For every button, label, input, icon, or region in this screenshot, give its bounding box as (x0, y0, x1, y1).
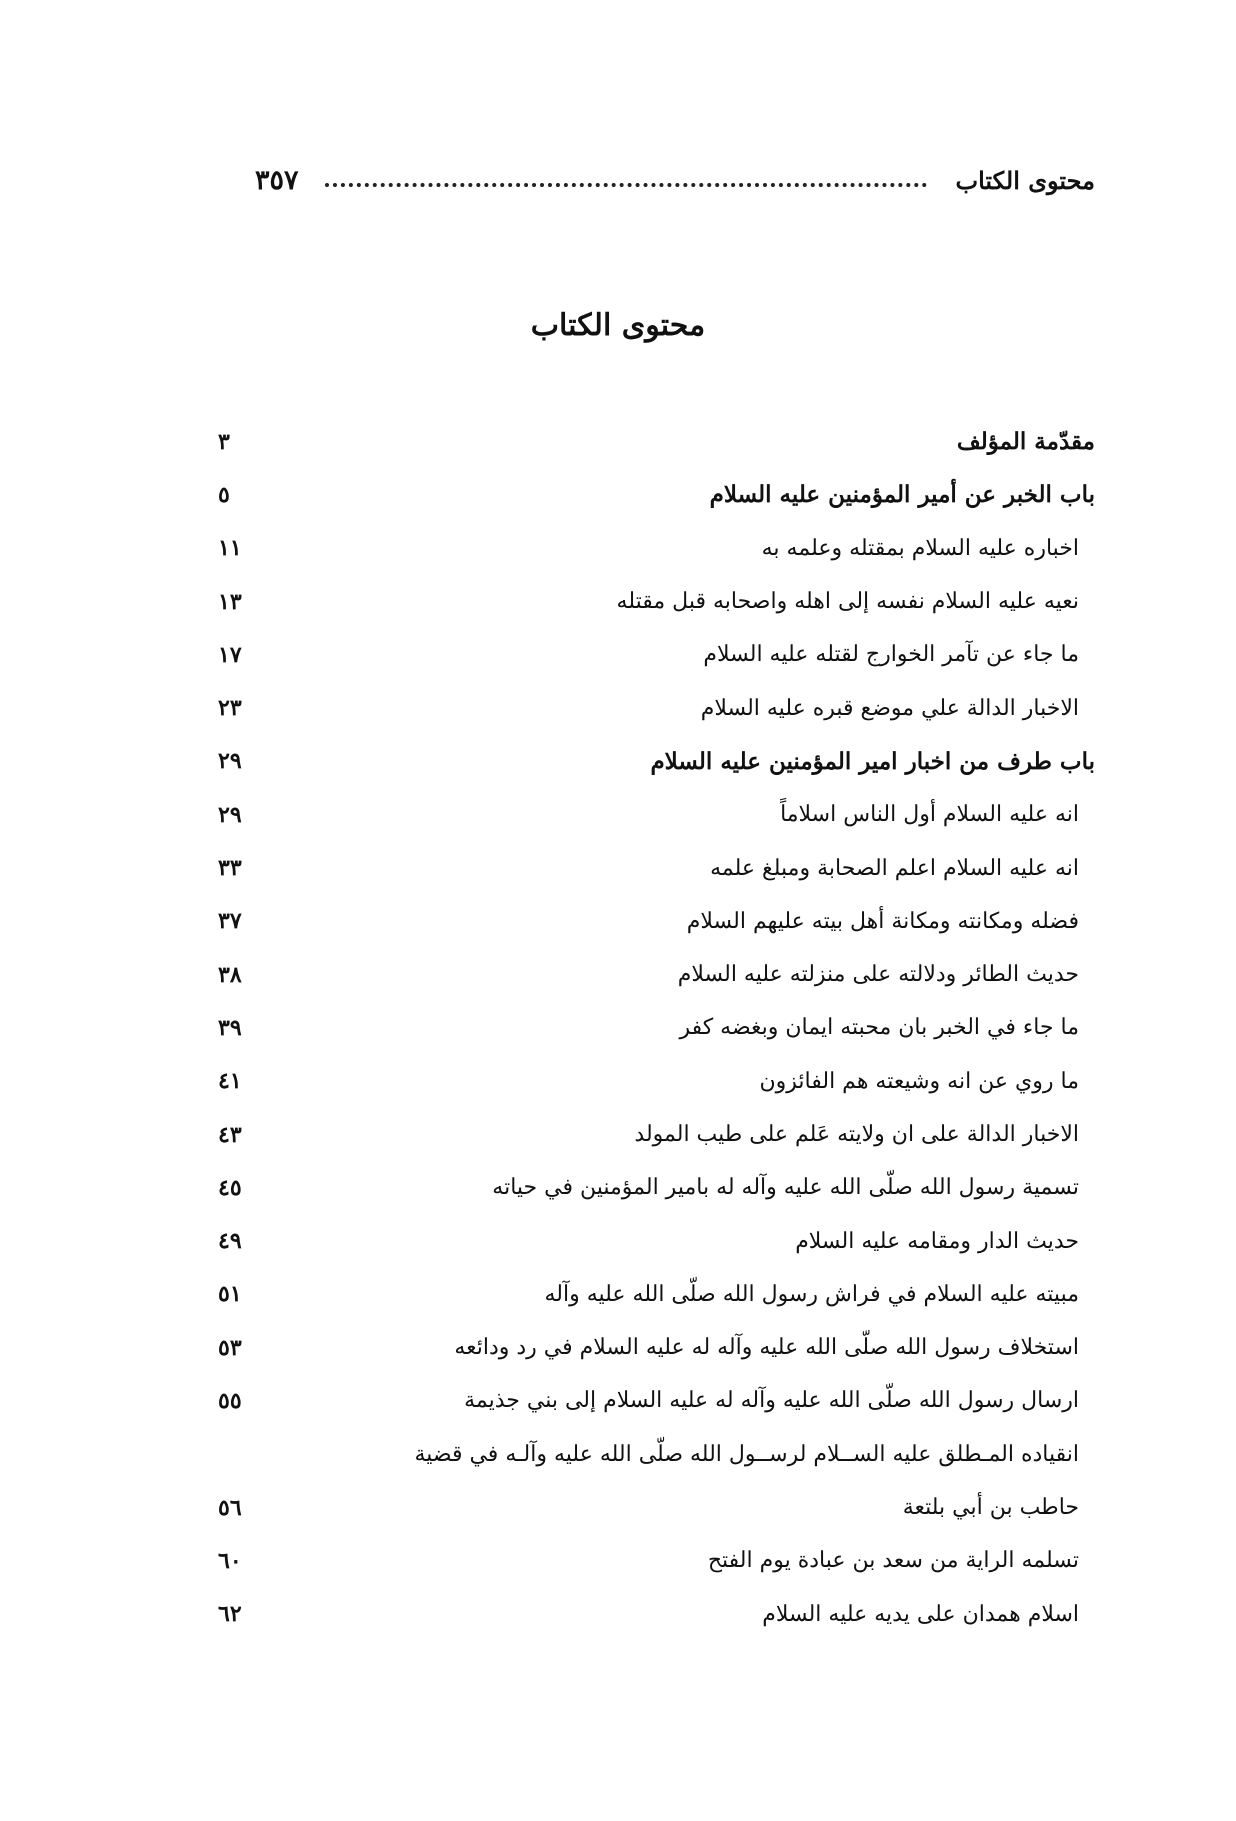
toc-page-number: ٦٢ (218, 1601, 242, 1628)
toc-entry-title: مقدّمة المؤلف (956, 428, 1095, 456)
toc-entry-title: باب الخبر عن أمير المؤمنين عليه السلام (709, 481, 1095, 509)
toc-entry-title: اخباره عليه السلام بمقتله وعلمه به (761, 535, 1079, 561)
toc-entry-title: مبيته عليه السلام في فراش رسول الله صلّى الله عليه وآله (544, 1281, 1079, 1307)
toc-entry (210, 575, 1095, 628)
toc-page-number: ٤١ (218, 1068, 242, 1095)
header-title: محتوى الكتاب (955, 165, 1095, 195)
toc-entry (210, 895, 1095, 948)
toc-page-number: ٤٣ (218, 1121, 242, 1148)
toc-entry (210, 948, 1095, 1001)
toc-entry-title: ما جاء في الخبر بان محبته ايمان وبغضه كفر (679, 1015, 1079, 1041)
toc-entry (210, 1588, 1095, 1641)
toc-entry (210, 1001, 1095, 1054)
toc-entry (210, 1214, 1095, 1267)
toc-entry (210, 468, 1095, 521)
toc-page-number: ٤٥ (218, 1174, 242, 1201)
toc-page-number: ٣٩ (218, 1014, 242, 1041)
toc-entry-title: باب طرف من اخبار امير المؤمنين عليه السلام (650, 747, 1095, 775)
toc-page-number: ٤٩ (218, 1228, 242, 1255)
toc-entry (210, 681, 1095, 734)
toc-entry (210, 415, 1095, 468)
toc-entry (210, 1161, 1095, 1214)
toc-entry-title: ما روي عن انه وشيعته هم الفائزون (759, 1068, 1079, 1094)
toc-entry (210, 1268, 1095, 1321)
toc-entry (210, 1428, 1095, 1481)
toc-page-number: ٥٦ (218, 1494, 242, 1521)
toc-entry-title: استخلاف رسول الله صلّى الله عليه وآله له عليه السلام في رد ودائعه (454, 1335, 1079, 1361)
page-title: محتوى الكتاب (530, 308, 706, 343)
toc-page-number: ٢٩ (218, 801, 242, 828)
toc-entry (210, 788, 1095, 841)
toc-page-number: ٢٣ (218, 695, 242, 722)
toc-page-number: ٥١ (218, 1281, 242, 1308)
toc-entry-title: ارسال رسول الله صلّى الله عليه وآله له عليه السلام إلى بني جذيمة (464, 1388, 1079, 1414)
toc-entry (210, 1055, 1095, 1108)
toc-page-number: ٦٠ (218, 1547, 242, 1574)
toc-page-number: ٥٥ (218, 1387, 242, 1414)
toc-entry-title: انه عليه السلام اعلم الصحابة ومبلغ علمه (710, 855, 1079, 881)
toc-entry-title: تسمية رسول الله صلّى الله عليه وآله له بامير المؤمنين في حياته (492, 1175, 1079, 1201)
toc-entry-title: حديث الدار ومقامه عليه السلام (795, 1228, 1079, 1254)
toc-entry (210, 735, 1095, 788)
toc-entry (210, 628, 1095, 681)
toc-page-number: ٣ (218, 428, 230, 455)
toc-entry-title: انه عليه السلام أول الناس اسلاماً (780, 802, 1079, 828)
toc-entry-title: الاخبار الدالة على ان ولايته عَلم على طيب المولد (634, 1122, 1079, 1147)
toc-entry (210, 1534, 1095, 1587)
header-dot-leader (325, 181, 928, 187)
toc-entry-title: الاخبار الدالة علي موضع قبره عليه السلام (700, 695, 1079, 721)
toc-page-number: ٣٨ (218, 961, 242, 988)
toc-entry (210, 841, 1095, 894)
toc-entry-title: نعيه عليه السلام نفسه إلى اهله واصحابه قبل مقتله (616, 589, 1079, 615)
toc-page-number: ١٣ (218, 588, 242, 615)
toc-page-number: ٢٩ (218, 748, 242, 775)
toc-page-number: ٥٣ (218, 1334, 242, 1361)
toc-entry-title: حاطب بن أبي بلتعة (902, 1495, 1079, 1521)
toc-entry (210, 1321, 1095, 1374)
toc-entry-title: حديث الطائر ودلالته على منزلته عليه السلام (677, 962, 1079, 988)
toc-page-number: ١١ (218, 535, 242, 562)
toc-page-number: ٥ (218, 481, 230, 508)
table-of-contents (210, 415, 1095, 1641)
toc-entry-title: اسلام همدان على يديه عليه السلام (762, 1601, 1079, 1627)
toc-entry-title: فضله ومكانته ومكانة أهل بيته عليهم السلام (686, 908, 1079, 934)
header-page-number: ٣٥٧ (255, 164, 299, 196)
toc-page-number: ٣٣ (218, 855, 242, 882)
toc-entry-title: ما جاء عن تآمر الخوارج لقتله عليه السلام (703, 642, 1079, 668)
toc-entry-title: تسلمه الراية من سعد بن عبادة يوم الفتح (707, 1548, 1079, 1574)
toc-entry (210, 522, 1095, 575)
toc-entry (210, 1481, 1095, 1534)
running-header (255, 160, 1095, 200)
toc-entry (210, 1108, 1095, 1161)
toc-entry-title: انقياده المـطلق عليه الســلام لرســول الله صلّى الله عليه وآلـه في قضية (414, 1441, 1079, 1467)
toc-page-number: ١٧ (218, 641, 242, 668)
toc-page-number: ٣٧ (218, 908, 242, 935)
toc-entry (210, 1374, 1095, 1427)
